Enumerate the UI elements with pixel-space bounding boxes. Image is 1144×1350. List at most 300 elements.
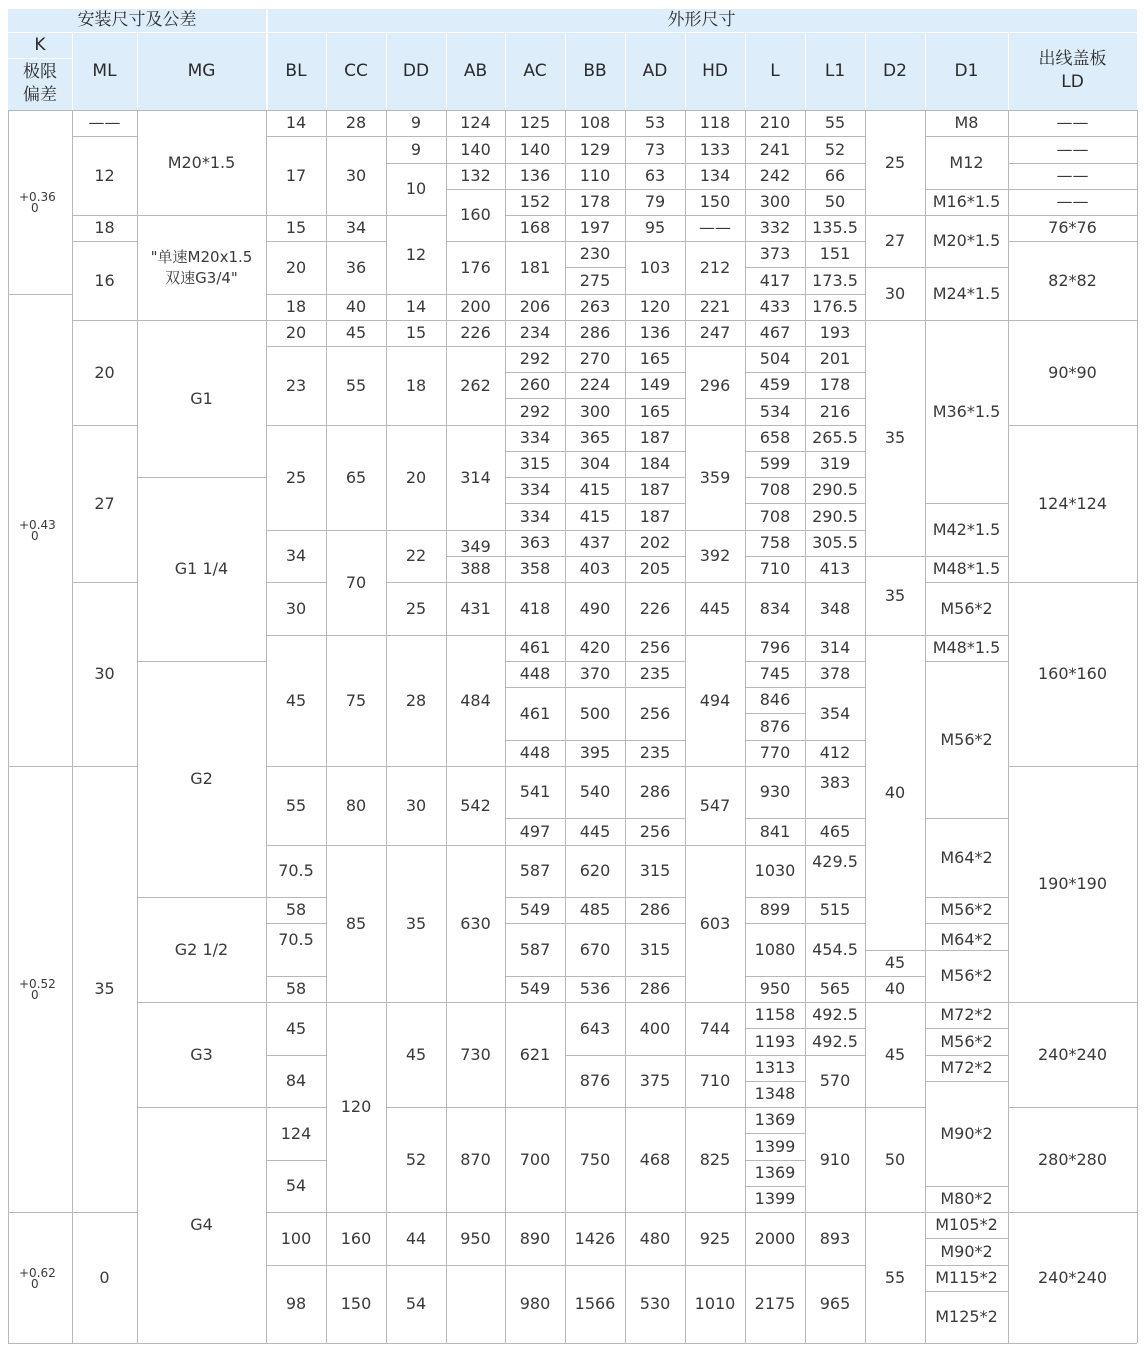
d2-cell: 35 bbox=[884, 428, 906, 448]
cc-cell: 120 bbox=[340, 1097, 372, 1117]
dd-cell: 20 bbox=[405, 467, 427, 487]
l-cell: 210 bbox=[759, 113, 791, 133]
dd-cell: 12 bbox=[405, 244, 427, 264]
d1-cell: M90*2 bbox=[940, 1241, 993, 1261]
ac-cell: 181 bbox=[519, 257, 551, 277]
column-header-d1: D1 bbox=[925, 32, 1008, 110]
d1-cell: M24*1.5 bbox=[932, 283, 1001, 303]
bl-cell: 34 bbox=[285, 546, 307, 566]
hd-cell: 445 bbox=[699, 598, 731, 618]
tolerance-cell bbox=[8, 294, 72, 766]
dd-cell: 30 bbox=[405, 795, 427, 815]
bl-cell: 124 bbox=[280, 1123, 312, 1143]
l-cell: 658 bbox=[759, 428, 791, 448]
column-header-ld: 出线盖板 LD bbox=[1008, 32, 1137, 110]
d2-cell: 40 bbox=[884, 979, 906, 999]
tolerance-cell bbox=[8, 1212, 72, 1343]
l1-cell: 201 bbox=[819, 349, 851, 369]
l1-cell: 135.5 bbox=[812, 218, 858, 238]
l1-cell: 290.5 bbox=[812, 480, 858, 500]
column-header-k: K bbox=[8, 32, 72, 58]
l1-cell: 412 bbox=[819, 743, 851, 763]
ac-cell: 700 bbox=[519, 1149, 551, 1169]
column-header-ab: AB bbox=[446, 32, 505, 110]
ad-cell: 286 bbox=[639, 979, 671, 999]
bl-cell: 98 bbox=[285, 1294, 307, 1314]
cc-cell: 75 bbox=[345, 690, 367, 710]
ac-cell: 334 bbox=[519, 428, 551, 448]
bl-cell: 15 bbox=[285, 218, 307, 238]
l-cell: 796 bbox=[759, 638, 791, 658]
ad-cell: 480 bbox=[639, 1228, 671, 1248]
l-cell: 332 bbox=[759, 218, 791, 238]
ac-cell: 168 bbox=[519, 218, 551, 238]
bb-cell: 490 bbox=[579, 598, 611, 618]
ld-cell: —— bbox=[1056, 192, 1089, 212]
d2-cell: 50 bbox=[884, 1149, 906, 1169]
ac-cell: 497 bbox=[519, 821, 551, 841]
l1-cell: 314 bbox=[819, 638, 851, 658]
bl-cell: 18 bbox=[285, 297, 307, 317]
l-cell: 876 bbox=[759, 716, 791, 736]
bb-cell: 420 bbox=[579, 638, 611, 658]
hd-cell: 221 bbox=[699, 297, 731, 317]
ld-cell: 280*280 bbox=[1037, 1149, 1108, 1169]
ml-cell: 12 bbox=[94, 165, 115, 185]
bl-cell: 45 bbox=[285, 1018, 307, 1038]
column-header-bb: BB bbox=[565, 32, 625, 110]
ad-cell: 187 bbox=[639, 428, 671, 448]
dd-cell: 10 bbox=[405, 179, 427, 199]
dd-cell: 54 bbox=[405, 1294, 427, 1314]
ac-cell: 448 bbox=[519, 664, 551, 684]
bl-cell: 30 bbox=[285, 598, 307, 618]
d1-cell: M36*1.5 bbox=[932, 401, 1001, 421]
column-header-l1: L1 bbox=[805, 32, 865, 110]
dd-cell: 15 bbox=[405, 323, 427, 343]
l-cell: 1313 bbox=[754, 1058, 796, 1078]
dd-cell: 35 bbox=[405, 913, 427, 933]
cc-cell: 70 bbox=[345, 572, 367, 592]
l1-cell: 465 bbox=[819, 821, 851, 841]
ad-cell: 53 bbox=[644, 113, 666, 133]
ml-cell: 16 bbox=[94, 270, 115, 290]
l-cell: 834 bbox=[759, 598, 791, 618]
ad-cell: 286 bbox=[639, 900, 671, 920]
column-header-dd: DD bbox=[386, 32, 446, 110]
bl-cell: 45 bbox=[285, 690, 307, 710]
ad-cell: 136 bbox=[639, 323, 671, 343]
column-header-ml: ML bbox=[72, 32, 137, 110]
hd-cell: 150 bbox=[699, 192, 731, 212]
hd-cell: 296 bbox=[699, 375, 731, 395]
bb-cell: 263 bbox=[579, 297, 611, 317]
bl-cell: 70.5 bbox=[278, 861, 314, 881]
column-header-tolerance: 极限 偏差 bbox=[8, 58, 72, 110]
ml-cell: 0 bbox=[99, 1267, 110, 1287]
l-cell: 1158 bbox=[754, 1005, 796, 1025]
l1-cell: 565 bbox=[819, 979, 851, 999]
bl-cell: 25 bbox=[285, 467, 307, 487]
bb-cell: 437 bbox=[579, 533, 611, 553]
ld-cell: 160*160 bbox=[1037, 664, 1108, 684]
ab-cell: 431 bbox=[460, 598, 491, 618]
l-cell: 242 bbox=[759, 166, 791, 186]
bl-cell: 58 bbox=[285, 900, 307, 920]
l-cell: 373 bbox=[759, 244, 791, 264]
ld-cell: 124*124 bbox=[1037, 493, 1108, 513]
dd-cell: 14 bbox=[405, 297, 427, 317]
bb-cell: 365 bbox=[579, 428, 611, 448]
cc-cell: 160 bbox=[340, 1228, 372, 1248]
column-header-ac: AC bbox=[505, 32, 565, 110]
bb-cell: 300 bbox=[579, 401, 611, 421]
ml-cell: 30 bbox=[94, 664, 115, 684]
ad-cell: 256 bbox=[639, 638, 671, 658]
cc-cell: 28 bbox=[345, 113, 367, 133]
l1-cell: 383 bbox=[819, 773, 851, 792]
d1-cell: M8 bbox=[954, 113, 979, 133]
ab-cell: 730 bbox=[460, 1044, 491, 1064]
d1-cell: M20*1.5 bbox=[932, 231, 1001, 251]
l1-cell: 305.5 bbox=[812, 533, 858, 553]
ac-cell: 292 bbox=[519, 349, 551, 369]
l1-cell: 173.5 bbox=[812, 270, 858, 290]
ld-cell: 76*76 bbox=[1048, 218, 1097, 238]
bb-cell: 178 bbox=[579, 192, 611, 212]
l1-cell: 348 bbox=[819, 598, 851, 618]
tolerance-lower: 0 bbox=[31, 201, 39, 215]
ac-cell: 358 bbox=[519, 559, 551, 579]
hd-cell: —— bbox=[699, 218, 731, 238]
d2-cell: 55 bbox=[884, 1267, 906, 1287]
tolerance-lower: 0 bbox=[31, 988, 39, 1002]
ad-cell: 315 bbox=[639, 939, 671, 959]
bb-cell: 415 bbox=[579, 480, 611, 500]
l1-cell: 570 bbox=[819, 1071, 851, 1091]
d2-cell: 45 bbox=[884, 953, 906, 973]
d1-cell: M125*2 bbox=[935, 1307, 998, 1327]
bb-cell: 197 bbox=[579, 218, 611, 238]
bb-cell: 110 bbox=[579, 166, 611, 186]
ac-cell: 260 bbox=[519, 375, 551, 395]
mg-cell: G3 bbox=[190, 1044, 213, 1064]
dd-cell: 25 bbox=[405, 598, 427, 618]
bl-cell: 23 bbox=[285, 375, 307, 395]
bl-cell: 20 bbox=[285, 323, 307, 343]
ad-cell: 235 bbox=[639, 664, 671, 684]
l-cell: 710 bbox=[759, 559, 791, 579]
ab-cell: 950 bbox=[460, 1228, 491, 1248]
bb-cell: 403 bbox=[579, 559, 611, 579]
l1-cell: 910 bbox=[819, 1149, 851, 1169]
l1-cell: 378 bbox=[819, 664, 851, 684]
bb-cell: 485 bbox=[579, 900, 611, 920]
ad-cell: 202 bbox=[639, 533, 671, 553]
ad-cell: 256 bbox=[639, 703, 671, 723]
ab-cell: 542 bbox=[460, 795, 491, 815]
bb-cell: 445 bbox=[579, 821, 611, 841]
tolerance-lower: 0 bbox=[31, 1276, 39, 1291]
ab-cell: 870 bbox=[460, 1149, 491, 1169]
bb-cell: 1426 bbox=[574, 1228, 616, 1248]
l-cell: 241 bbox=[759, 139, 791, 159]
group-header-outline: 外形尺寸 bbox=[266, 8, 1137, 32]
column-header-d2: D2 bbox=[865, 32, 925, 110]
ac-cell: 363 bbox=[519, 533, 551, 553]
cc-cell: 40 bbox=[345, 297, 367, 317]
cc-cell: 55 bbox=[345, 375, 367, 395]
bb-cell: 415 bbox=[579, 506, 611, 526]
column-header-ad: AD bbox=[625, 32, 685, 110]
mg-cell: G2 bbox=[190, 769, 213, 789]
cc-cell: 150 bbox=[340, 1294, 372, 1314]
bl-cell: 70.5 bbox=[278, 930, 314, 949]
bb-cell: 395 bbox=[579, 743, 611, 763]
l-cell: 1369 bbox=[754, 1110, 796, 1130]
l1-cell: 515 bbox=[819, 900, 851, 920]
hd-cell: 925 bbox=[699, 1228, 731, 1248]
column-header-bl: BL bbox=[266, 32, 326, 110]
bl-cell: 14 bbox=[285, 113, 307, 133]
ac-cell: 461 bbox=[519, 703, 551, 723]
d2-cell: 30 bbox=[884, 283, 906, 303]
l-cell: 841 bbox=[759, 821, 791, 841]
ld-cell: —— bbox=[1056, 113, 1089, 133]
group-header-install: 安装尺寸及公差 bbox=[8, 8, 266, 32]
ab-cell: 226 bbox=[460, 323, 491, 343]
cc-cell: 36 bbox=[345, 257, 367, 277]
bb-cell: 270 bbox=[579, 349, 611, 369]
bb-cell: 536 bbox=[579, 979, 611, 999]
ad-cell: 184 bbox=[639, 454, 671, 474]
ad-cell: 149 bbox=[639, 375, 671, 395]
ad-cell: 165 bbox=[639, 401, 671, 421]
bb-cell: 750 bbox=[579, 1149, 611, 1169]
ac-cell: 587 bbox=[519, 939, 551, 959]
ab-cell: 484 bbox=[460, 690, 491, 710]
l-cell: 2175 bbox=[754, 1294, 796, 1314]
ac-cell: 125 bbox=[519, 113, 551, 133]
ad-cell: 286 bbox=[639, 782, 671, 802]
hd-cell: 392 bbox=[699, 546, 731, 566]
ac-cell: 334 bbox=[519, 480, 551, 500]
ac-cell: 549 bbox=[519, 979, 551, 999]
bb-cell: 370 bbox=[579, 664, 611, 684]
ld-cell: —— bbox=[1056, 139, 1089, 159]
ad-cell: 95 bbox=[644, 218, 666, 238]
ab-cell: 349 bbox=[460, 537, 491, 556]
l-cell: 599 bbox=[759, 454, 791, 474]
ab-cell: 262 bbox=[460, 375, 491, 395]
l-cell: 1399 bbox=[754, 1189, 796, 1209]
d1-cell: M64*2 bbox=[940, 930, 993, 949]
hd-cell: 133 bbox=[699, 139, 731, 159]
l1-cell: 55 bbox=[824, 113, 846, 133]
d1-cell: M80*2 bbox=[940, 1189, 993, 1209]
hd-cell: 134 bbox=[699, 166, 731, 186]
l1-cell: 176.5 bbox=[812, 297, 858, 317]
ab-cell: 630 bbox=[460, 913, 491, 933]
bb-cell: 540 bbox=[579, 782, 611, 802]
mg-cell: G4 bbox=[190, 1215, 213, 1235]
d1-cell: M56*2 bbox=[940, 598, 993, 618]
bl-cell: 17 bbox=[285, 165, 307, 185]
d1-cell: M42*1.5 bbox=[932, 519, 1001, 539]
d2-cell: 25 bbox=[884, 152, 906, 172]
d1-cell: M72*2 bbox=[940, 1058, 993, 1078]
bb-cell: 670 bbox=[579, 939, 611, 959]
ml-cell: 18 bbox=[94, 218, 115, 238]
ac-cell: 418 bbox=[519, 598, 551, 618]
dd-cell: 45 bbox=[405, 1044, 427, 1064]
l-cell: 708 bbox=[759, 480, 791, 500]
dd-cell: 52 bbox=[405, 1149, 427, 1169]
l1-cell: 216 bbox=[819, 401, 851, 421]
d1-cell: M48*1.5 bbox=[932, 559, 1001, 579]
l-cell: 433 bbox=[759, 297, 791, 317]
mg-cell: G1 bbox=[190, 388, 213, 408]
l1-cell: 492.5 bbox=[812, 1005, 858, 1025]
d1-cell: M56*2 bbox=[940, 966, 993, 986]
ld-cell: —— bbox=[1056, 166, 1089, 186]
l-cell: 745 bbox=[759, 664, 791, 684]
l-cell: 1369 bbox=[754, 1163, 796, 1183]
l1-cell: 413 bbox=[819, 559, 851, 579]
tolerance-upper: +0.62 bbox=[19, 1265, 56, 1280]
l-cell: 504 bbox=[759, 349, 791, 369]
ad-cell: 63 bbox=[644, 166, 666, 186]
cc-cell: 85 bbox=[345, 913, 367, 933]
tolerance-upper: +0.43 bbox=[19, 518, 56, 532]
d1-cell: M105*2 bbox=[935, 1215, 998, 1235]
dd-cell: 28 bbox=[405, 690, 427, 710]
cc-cell: 65 bbox=[345, 467, 367, 487]
d1-cell: M72*2 bbox=[940, 1005, 993, 1025]
ac-cell: 152 bbox=[519, 192, 551, 212]
ml-cell: —— bbox=[88, 113, 121, 133]
ac-cell: 448 bbox=[519, 743, 551, 763]
ml-cell: 20 bbox=[94, 362, 115, 382]
l-cell: 708 bbox=[759, 506, 791, 526]
ac-cell: 461 bbox=[519, 638, 551, 658]
d1-cell: M64*2 bbox=[940, 847, 993, 867]
ml-cell: 27 bbox=[94, 493, 115, 513]
tolerance-cell bbox=[8, 766, 72, 1212]
hd-cell: 744 bbox=[699, 1018, 731, 1038]
l-cell: 758 bbox=[759, 533, 791, 553]
ac-cell: 621 bbox=[519, 1044, 551, 1064]
cc-cell: 45 bbox=[345, 323, 367, 343]
column-header-hd: HD bbox=[685, 32, 745, 110]
l1-cell: 50 bbox=[824, 192, 846, 212]
ac-cell: 136 bbox=[519, 166, 551, 186]
ab-cell: 124 bbox=[460, 113, 491, 133]
l1-cell: 52 bbox=[824, 139, 846, 159]
tolerance-upper: +0.36 bbox=[19, 190, 56, 204]
ac-cell: 549 bbox=[519, 900, 551, 920]
dd-cell: 9 bbox=[410, 139, 422, 159]
ad-cell: 79 bbox=[644, 192, 666, 212]
l-cell: 846 bbox=[759, 690, 791, 710]
cc-cell: 80 bbox=[345, 795, 367, 815]
ad-cell: 375 bbox=[639, 1071, 671, 1091]
l-cell: 417 bbox=[759, 270, 791, 290]
ad-cell: 187 bbox=[639, 480, 671, 500]
ab-cell: 160 bbox=[460, 205, 491, 225]
ac-cell: 980 bbox=[519, 1294, 551, 1314]
d1-cell: M12 bbox=[949, 152, 984, 172]
ml-cell: 35 bbox=[94, 979, 115, 999]
d1-cell: M115*2 bbox=[935, 1268, 998, 1288]
ac-cell: 234 bbox=[519, 323, 551, 343]
cc-cell: 34 bbox=[345, 218, 367, 238]
bl-cell: 84 bbox=[285, 1071, 307, 1091]
l1-cell: 429.5 bbox=[812, 852, 858, 871]
ld-cell: 240*240 bbox=[1037, 1267, 1108, 1287]
hd-cell: 247 bbox=[699, 323, 731, 343]
column-header-mg: MG bbox=[137, 32, 266, 110]
ad-cell: 73 bbox=[644, 139, 666, 159]
ac-cell: 292 bbox=[519, 401, 551, 421]
ad-cell: 226 bbox=[639, 598, 671, 618]
l-cell: 1348 bbox=[754, 1084, 796, 1104]
bb-cell: 108 bbox=[579, 113, 611, 133]
bb-cell: 224 bbox=[579, 375, 611, 395]
l1-cell: 965 bbox=[819, 1294, 851, 1314]
l1-cell: 66 bbox=[824, 166, 846, 186]
d1-cell: M48*1.5 bbox=[932, 638, 1001, 658]
ab-cell: 388 bbox=[460, 559, 491, 579]
bb-cell: 230 bbox=[579, 244, 611, 264]
l1-cell: 319 bbox=[819, 454, 851, 474]
ac-cell: 587 bbox=[519, 861, 551, 881]
ad-cell: 235 bbox=[639, 743, 671, 763]
ld-cell: 82*82 bbox=[1048, 270, 1097, 290]
ld-cell: 90*90 bbox=[1048, 362, 1097, 382]
column-header-cc: CC bbox=[326, 32, 386, 110]
tolerance-lower: 0 bbox=[31, 529, 39, 543]
column-header-l: L bbox=[745, 32, 805, 110]
bb-cell: 643 bbox=[579, 1018, 611, 1038]
ad-cell: 187 bbox=[639, 506, 671, 526]
mg-cell: M20*1.5 bbox=[167, 152, 236, 172]
l-cell: 1399 bbox=[754, 1136, 796, 1156]
dd-cell: 22 bbox=[405, 546, 427, 566]
l1-cell: 178 bbox=[819, 375, 851, 395]
hd-cell: 118 bbox=[699, 113, 731, 133]
hd-cell: 603 bbox=[699, 913, 731, 933]
hd-cell: 494 bbox=[699, 690, 731, 710]
ad-cell: 315 bbox=[639, 861, 671, 881]
l1-cell: 151 bbox=[819, 244, 851, 264]
l1-cell: 893 bbox=[819, 1228, 851, 1248]
bb-cell: 275 bbox=[579, 270, 611, 290]
l-cell: 300 bbox=[759, 192, 791, 212]
tolerance-cell bbox=[8, 110, 72, 294]
d2-cell: 35 bbox=[884, 585, 906, 605]
l-cell: 930 bbox=[759, 782, 791, 802]
d2-cell: 27 bbox=[884, 231, 906, 251]
hd-cell: 212 bbox=[699, 257, 731, 277]
l1-cell: 492.5 bbox=[812, 1031, 858, 1051]
d1-cell: M56*2 bbox=[940, 900, 993, 920]
ab-cell: 176 bbox=[460, 257, 491, 277]
hd-cell: 359 bbox=[699, 467, 731, 487]
d1-cell: M90*2 bbox=[940, 1123, 993, 1143]
l-cell: 534 bbox=[759, 401, 791, 421]
ad-cell: 103 bbox=[639, 257, 671, 277]
